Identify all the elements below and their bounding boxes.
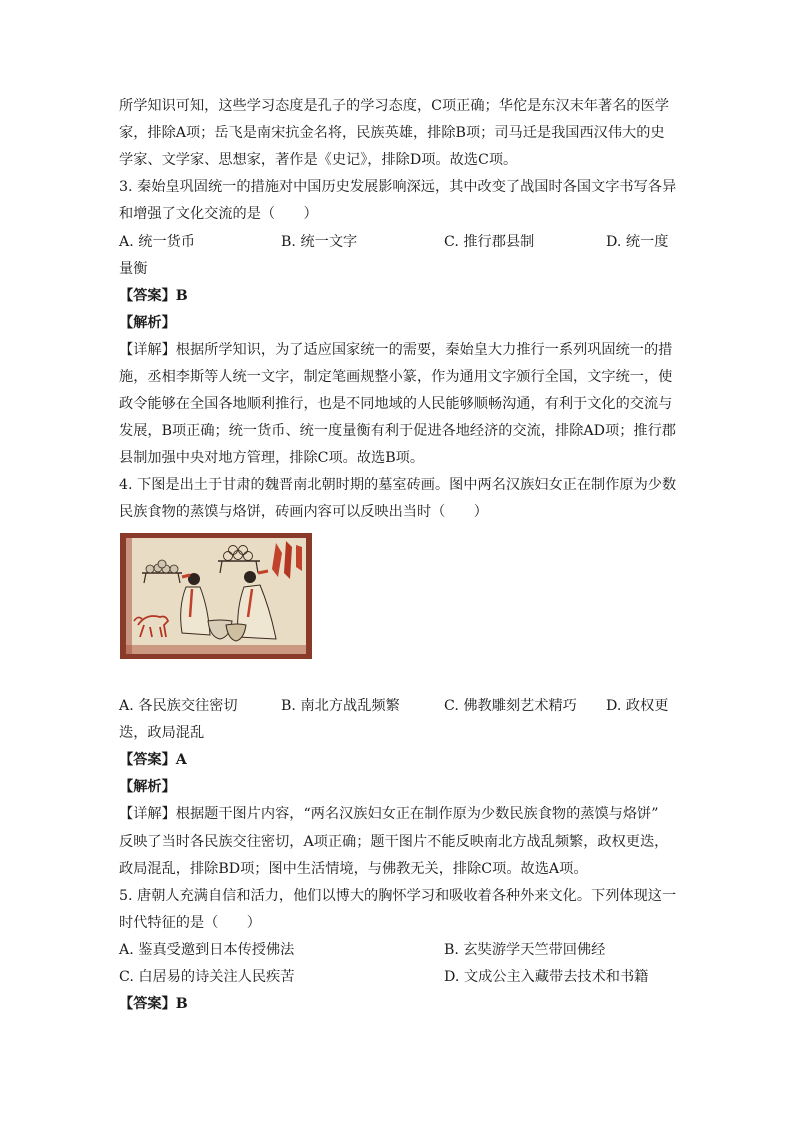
detail-line: 反映了当时各民族交往密切，A项正确；题干图片不能反映南北方战乱频繁，政权更迭， bbox=[119, 834, 669, 850]
option-d: D. 政权更 bbox=[606, 698, 669, 714]
option-d: D. 统一度 bbox=[606, 234, 669, 250]
option-c: C. 推行郡县制 bbox=[444, 234, 535, 250]
detail-line: 施，丞相李斯等人统一文字，制定笔画规整小篆，作为通用文字颁行全国，文字统一，使 bbox=[119, 369, 673, 385]
option-b: B. 玄奘游学天竺带回佛经 bbox=[444, 942, 606, 958]
answer-label: 【答案】B bbox=[119, 996, 188, 1012]
tomb-brick-painting-image bbox=[120, 533, 312, 659]
option-d-continued: 迭，政局混乱 bbox=[119, 725, 205, 741]
detail-line: 县制加强中央对地方管理，排除C项。故选B项。 bbox=[119, 450, 425, 466]
text-line: 所学知识可知，这些学习态度是孔子的学习态度，C项正确；华佗是东汉末年著名的医学 bbox=[119, 98, 669, 114]
detail-line: 发展，B项正确；统一货币、统一度量衡有利于促进各地经济的交流，排除AD项；推行郡 bbox=[119, 423, 676, 439]
option-b: B. 统一文字 bbox=[281, 234, 358, 250]
detail-line: 政局混乱，排除BD项；图中生活情境，与佛教无关，排除C项。故选A项。 bbox=[119, 861, 588, 877]
question-3-stem: 3. 秦始皇巩固统一的措施对中国历史发展影响深远，其中改变了战国时各国文字书写各异 bbox=[119, 179, 677, 195]
answer-label: 【答案】B bbox=[119, 288, 188, 304]
text-line: 学家、文学家、思想家，著作是《史记》，排除D项。故选C项。 bbox=[119, 152, 518, 168]
detail-line: 【详解】根据题干图片内容，“两名汉族妇女正在制作原为少数民族食物的蒸馍与烙饼” bbox=[119, 806, 659, 822]
answer-label: 【答案】A bbox=[119, 752, 187, 768]
option-d: D. 文成公主入藏带去技术和书籍 bbox=[444, 969, 649, 985]
detail-line: 【详解】根据所学知识，为了适应国家统一的需要，秦始皇大力推行一系列巩固统一的措 bbox=[119, 342, 673, 358]
analysis-label: 【解析】 bbox=[119, 779, 176, 795]
option-d-continued: 量衡 bbox=[119, 261, 148, 277]
question-5-stem: 时代特征的是（ ） bbox=[119, 915, 261, 931]
option-a: A. 鉴真受邀到日本传授佛法 bbox=[119, 942, 295, 958]
option-c: C. 白居易的诗关注人民疾苦 bbox=[119, 969, 295, 985]
text-line: 家，排除A项；岳飞是南宋抗金名将，民族英雄，排除B项；司马迁是我国西汉伟大的史 bbox=[119, 125, 665, 141]
question-5-stem: 5. 唐朝人充满自信和活力，他们以博大的胸怀学习和吸收着各种外来文化。下列体现这一 bbox=[119, 888, 677, 904]
analysis-label: 【解析】 bbox=[119, 315, 176, 331]
detail-line: 政令能够在全国各地顺利推行，也是不同地域的人民能够顺畅沟通，有利于文化的交流与 bbox=[119, 396, 673, 412]
option-a: A. 各民族交往密切 bbox=[119, 698, 238, 714]
question-3-stem: 和增强了文化交流的是（ ） bbox=[119, 206, 318, 222]
option-b: B. 南北方战乱频繁 bbox=[281, 698, 400, 714]
question-4-stem: 4. 下图是出土于甘肃的魏晋南北朝时期的墓室砖画。图中两名汉族妇女正在制作原为少数 bbox=[119, 477, 677, 493]
option-c: C. 佛教雕刻艺术精巧 bbox=[444, 698, 577, 714]
option-a: A. 统一货币 bbox=[119, 234, 196, 250]
question-4-stem: 民族食物的蒸馍与烙饼，砖画内容可以反映出当时（ ） bbox=[119, 504, 488, 520]
